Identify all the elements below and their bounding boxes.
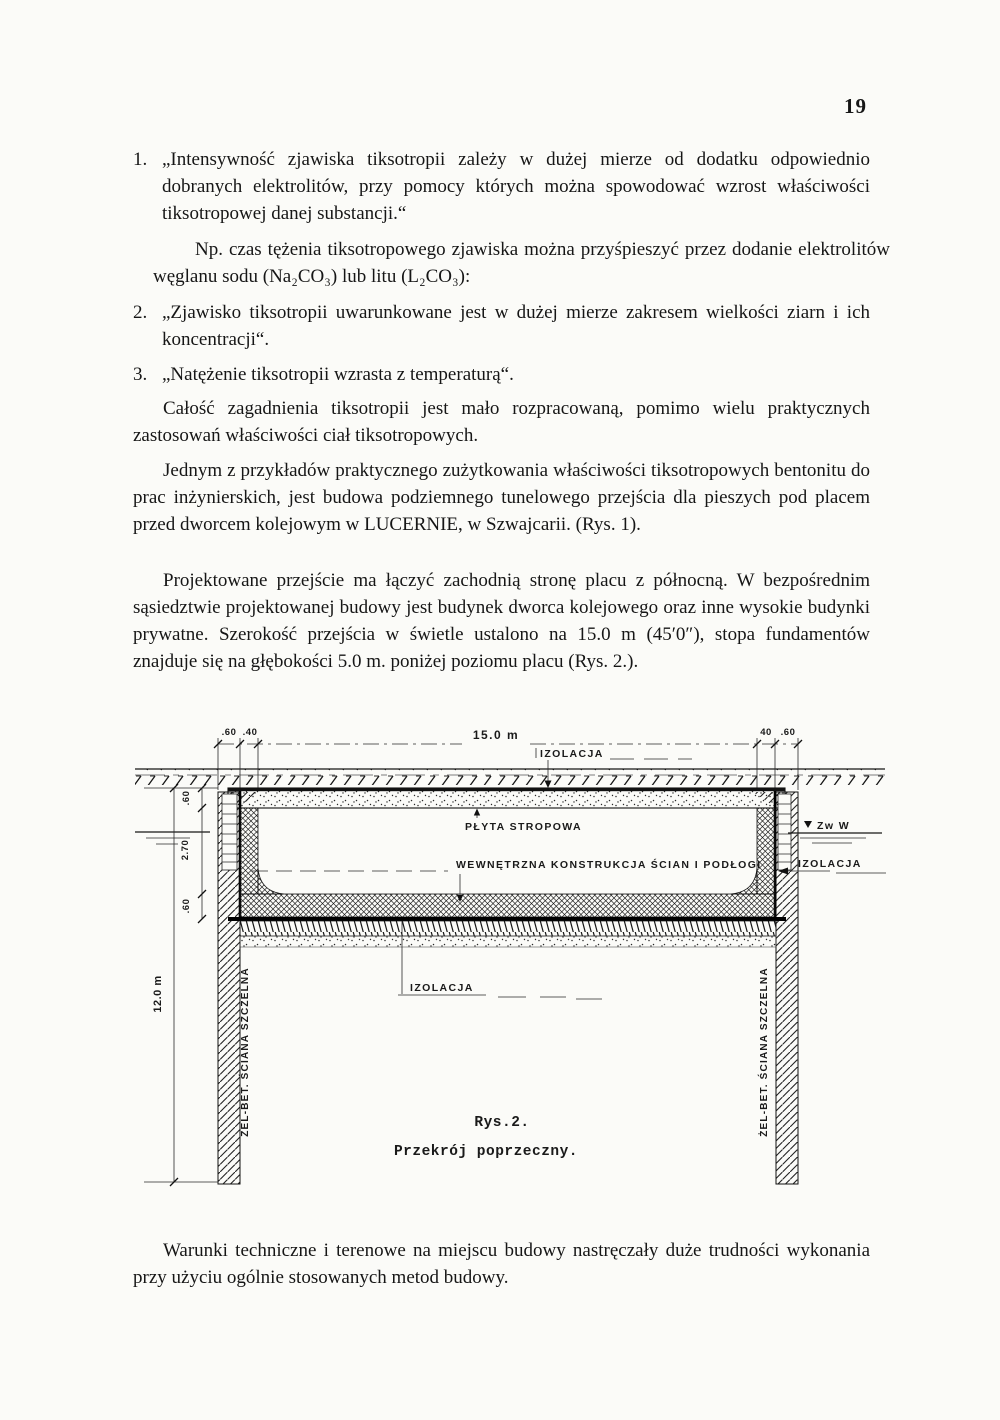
plyta-stropowa-label: PŁYTA STROPOWA <box>465 821 583 833</box>
dim-right-outer: .60 <box>780 727 796 738</box>
izolacja-bottom-label: IZOLACJA <box>410 982 474 994</box>
dim-floor: .60 <box>181 898 192 914</box>
paragraph-np: Np. czas tężenia tiksotropowego zjawiska można przyśpieszyć przez dodanie elektrolitów węglanu sodu (Na₂CO₃) lub litu (L₂CO₃): <box>153 239 890 287</box>
paragraph-warunki: Warunki techniczne i terenowe na miejscu budowy nastręczały duże trudności wykonania przy użyciu ogólnie stosowanych metod budowy. <box>133 1240 870 1288</box>
list-item-text: „Natężenie tiksotropii wzrasta z temperaturą“. <box>162 364 514 385</box>
dim-depth: 12.0 m <box>152 975 164 1013</box>
left-dimensions <box>180 784 206 923</box>
paragraph-jednym: Jednym z przykładów praktycznego zużytkowania właściwości tiksotropowych bentonitu do prac inżynierskich, jest budowa podziemnego tunelowego przejścia dla pieszych pod placem przed dworcem kolejowym w LUCERNIE, w Szwajcarii. (Rys. 1). <box>133 460 870 535</box>
wall-left-label: ŻEL-BET. ŚCIANA SZCZELNA <box>240 967 251 1137</box>
zw-w-label: Zw W <box>817 820 851 832</box>
dim-left-inner: .40 <box>242 727 258 738</box>
dim-span: 15.0 m <box>472 728 520 742</box>
wall-right-label: ŻEL-BET. ŚCIANA SZCZELNA <box>759 967 770 1137</box>
dim-right-inner: 40 <box>760 727 772 738</box>
dim-left-outer: .60 <box>221 727 237 738</box>
wewnetrzna-label: WEWNĘTRZNA KONSTRUKCJA ŚCIAN I PODŁOGI <box>456 859 762 871</box>
underfloor-layers <box>228 917 786 947</box>
list-marker: 2. <box>133 302 148 323</box>
water-level-right <box>788 820 882 843</box>
dim-interior: 2.70 <box>180 839 191 861</box>
list-item-text: „Intensywność zjawiska tiksotropii zależy w dużej mierze od dodatku odpowiednio dobranych elektrolitów, przy pomocy których można spowodować wzrost właściwości tiksotropowej danej substancji.“ <box>162 149 870 224</box>
paragraph-calosc: Całość zagadnienia tiksotropii jest mało rozpracowaną, pomimo wielu praktycznych zastosowań właściwości ciał tiksotropowych. <box>133 398 870 446</box>
list-item-2 <box>133 299 870 353</box>
dim-slab: .60 <box>181 790 192 806</box>
list-item-1 <box>133 146 870 227</box>
caption-line2: Przekrój poprzeczny. <box>393 1144 579 1160</box>
cross-section-drawing <box>130 722 890 1207</box>
list-marker: 1. <box>133 149 148 170</box>
roof-slab <box>228 788 785 808</box>
page-number: 19 <box>844 94 867 118</box>
list-item-3 <box>133 361 870 388</box>
list-item-text: „Zjawisko tiksotropii uwarunkowane jest w dużej mierze zakresem wielkości ziarn i ich koncentracji“. <box>162 302 870 350</box>
caption-line1: Rys.2. <box>474 1115 530 1131</box>
figure-caption <box>394 1115 578 1160</box>
water-level-left <box>135 832 210 844</box>
ground-surface <box>135 769 885 785</box>
paragraph-projektowane: Projektowane przejście ma łączyć zachodnią stronę placu z północną. W bezpośrednim sąsiedztwie projektowanej budowy jest budynek dworca kolejowego oraz inne wysokie budynki prywatne. Szerokość przejścia w świetle ustalono na 15.0 m (45′0″), stopa fundamentów znajduje się na głębokości 5.0 m. poniżej poziomu placu (Rys. 2.). <box>133 570 870 672</box>
izolacja-right-label: IZOLACJA <box>798 858 862 870</box>
plyta-stropowa-callout <box>465 809 582 834</box>
list-marker: 3. <box>133 364 148 385</box>
figure-rys2 <box>130 722 890 1209</box>
izolacja-top-label: IZOLACJA <box>540 748 604 760</box>
